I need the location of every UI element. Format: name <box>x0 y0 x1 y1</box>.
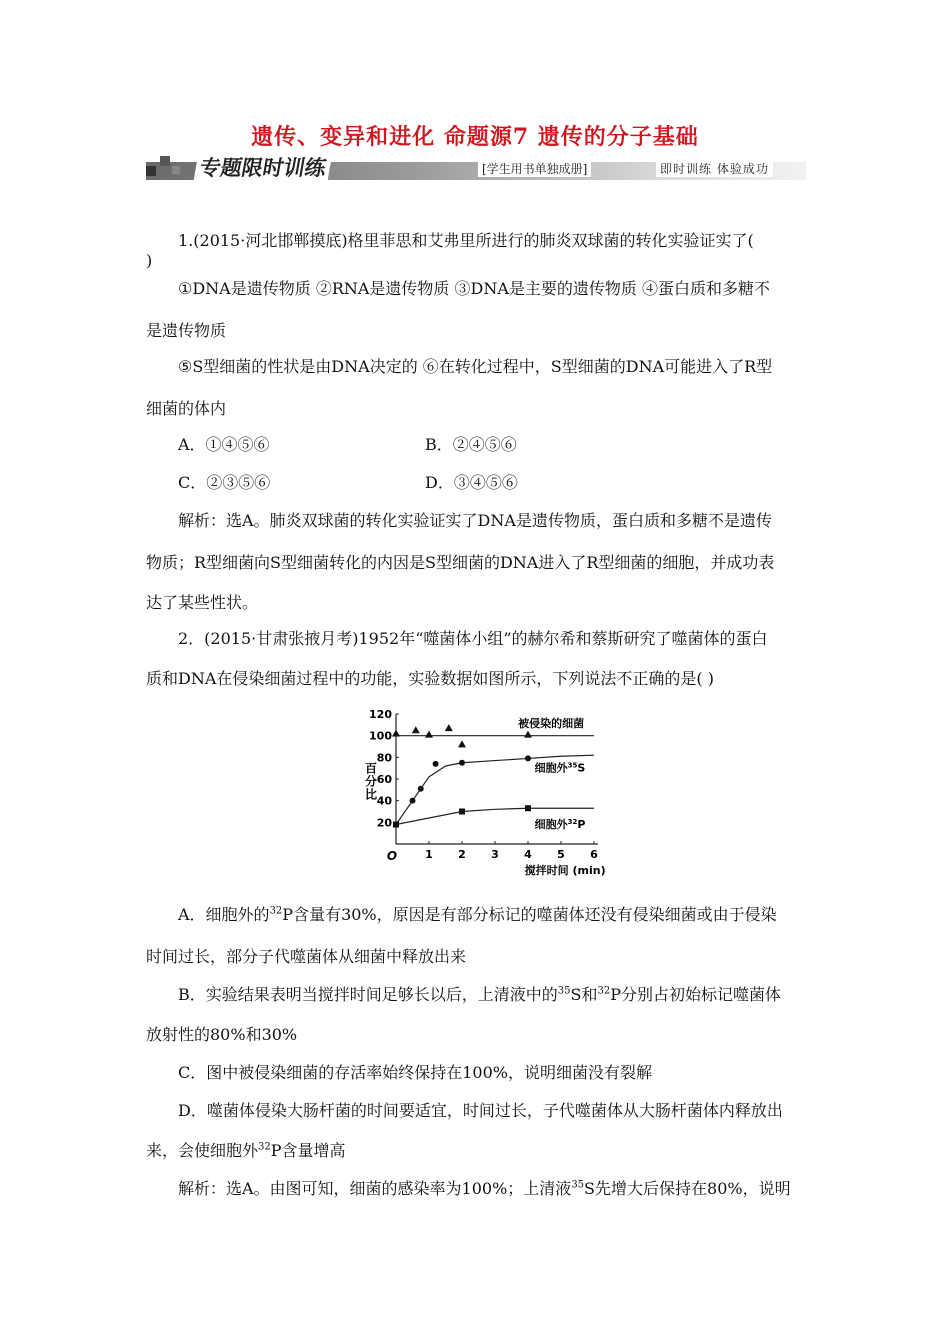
q2-option-c: C．图中被侵染细菌的存活率始终保持在100%，说明细菌没有裂解 <box>178 1063 652 1082</box>
banner-square-decoration <box>146 166 156 176</box>
q2-analysis: 解析：选A。由图可知，细菌的感染率为100%；上清液$^{35}$S先增大后保持在80%，说明 <box>178 1179 791 1198</box>
q2-stem: 质和DNA在侵染细菌过程中的功能，实验数据如图所示，下列说法不正确的是( ) <box>146 669 714 688</box>
data-point-triangle <box>445 724 453 731</box>
q1-option-d: D．③④⑤⑥ <box>425 473 518 492</box>
data-point-circle <box>433 761 439 767</box>
origin-label: O <box>386 849 398 863</box>
y-tick-label: 20 <box>376 816 392 830</box>
q1-analysis: 物质；R型细菌向S型细菌转化的内因是S型细菌的DNA进入了R型细菌的细胞，并成功表 <box>146 553 775 572</box>
chart-labels <box>365 708 606 877</box>
section-banner <box>146 152 806 180</box>
x-axis-label: 搅拌时间 (min) <box>524 864 606 877</box>
data-point-circle <box>525 755 531 761</box>
q2-option-b: 放射性的80%和30% <box>146 1025 298 1044</box>
data-point-triangle <box>392 730 400 737</box>
y-tick-label: 60 <box>376 773 392 786</box>
banner-book-note: [学生用书单独成册] <box>478 160 591 177</box>
chart-marks <box>392 724 532 827</box>
x-tick-label: 4 <box>524 848 532 861</box>
q1-items: ①DNA是遗传物质 ②RNA是遗传物质 ③DNA是主要的遗传物质 ④蛋白质和多糖不 <box>178 279 770 298</box>
chart-lines <box>396 736 594 825</box>
y-tick-label: 100 <box>369 729 392 743</box>
q2-stem: 2．(2015·甘肃张掖月考)1952年“噬菌体小组”的赫尔希和蔡斯研究了噬菌体的蛋白 <box>178 629 768 648</box>
page-title: 遗传、变异和进化 命题源7 遗传的分子基础 <box>251 124 699 150</box>
data-point-circle <box>410 798 416 804</box>
y-tick-label: 80 <box>376 751 392 765</box>
data-point-circle <box>418 786 424 792</box>
data-point-triangle <box>458 740 466 747</box>
y-axis-label: 比 <box>364 787 378 802</box>
q2-option-a: 时间过长，部分子代噬菌体从细菌中释放出来 <box>146 947 467 966</box>
data-point-square <box>459 809 465 815</box>
banner-square-decoration <box>160 156 170 166</box>
y-tick-label: 40 <box>376 794 392 808</box>
x-tick-label: 2 <box>458 848 466 861</box>
banner-square-decoration <box>172 166 180 174</box>
x-tick-label: 5 <box>557 848 565 861</box>
data-point-square <box>525 805 531 811</box>
q2-option-d: D．噬菌体侵染大肠杆菌的时间要适宜，时间过长，子代噬菌体从大肠杆菌体内释放出 <box>178 1101 783 1120</box>
experiment-chart <box>350 706 640 886</box>
q1-analysis: 达了某些性状。 <box>146 593 259 612</box>
q1-analysis: 解析：选A。肺炎双球菌的转化实验证实了DNA是遗传物质，蛋白质和多糖不是遗传 <box>178 511 772 530</box>
data-point-triangle <box>412 726 420 733</box>
y-axis-label: 分 <box>364 774 378 789</box>
q1-items: 细菌的体内 <box>146 399 227 418</box>
q1-option-a: A．①④⑤⑥ <box>178 435 270 454</box>
data-point-square <box>393 822 399 828</box>
x-tick-label: 3 <box>491 848 499 861</box>
x-tick-label: 6 <box>590 848 598 861</box>
data-point-circle <box>459 760 465 766</box>
data-point-triangle <box>425 731 433 738</box>
banner-label: 专题限时训练 <box>193 152 332 182</box>
q1-items: 是遗传物质 <box>146 321 227 340</box>
series-label-p32: 细胞外$^{32}$P <box>534 817 586 831</box>
y-tick-label: 120 <box>369 708 392 721</box>
y-axis-label: 百 <box>364 761 378 776</box>
x-tick-label: 1 <box>425 848 433 861</box>
series-label-bacteria: 被侵染的细菌 <box>518 717 585 730</box>
series-label-s35: 细胞外$^{35}$S <box>534 761 586 775</box>
q2-option-a: A．细胞外的$^{32}$P含量有30%，原因是有部分标记的噬菌体还没有侵染细菌或由于侵染 <box>178 905 777 924</box>
q2-option-d: 来，会使细胞外$^{32}$P含量增高 <box>146 1141 346 1160</box>
q1-items: ⑤S型细菌的性状是由DNA决定的 ⑥在转化过程中，S型细菌的DNA可能进入了R型 <box>178 357 773 376</box>
banner-slogan: 即时训练 体验成功 <box>656 160 773 177</box>
data-point-triangle <box>524 731 532 738</box>
q1-option-b: B．②④⑤⑥ <box>425 435 517 454</box>
q2-option-b: B．实验结果表明当搅拌时间足够长以后，上清液中的$^{35}$S和$^{32}$P分别占初始标记噬菌体 <box>178 985 781 1004</box>
q1-stem: 1.(2015·河北邯郸摸底)格里菲思和艾弗里所进行的肺炎双球菌的转化实验证实了( <box>178 231 754 250</box>
q1-stem: ) <box>146 251 153 270</box>
q1-option-c: C．②③⑤⑥ <box>178 473 271 492</box>
